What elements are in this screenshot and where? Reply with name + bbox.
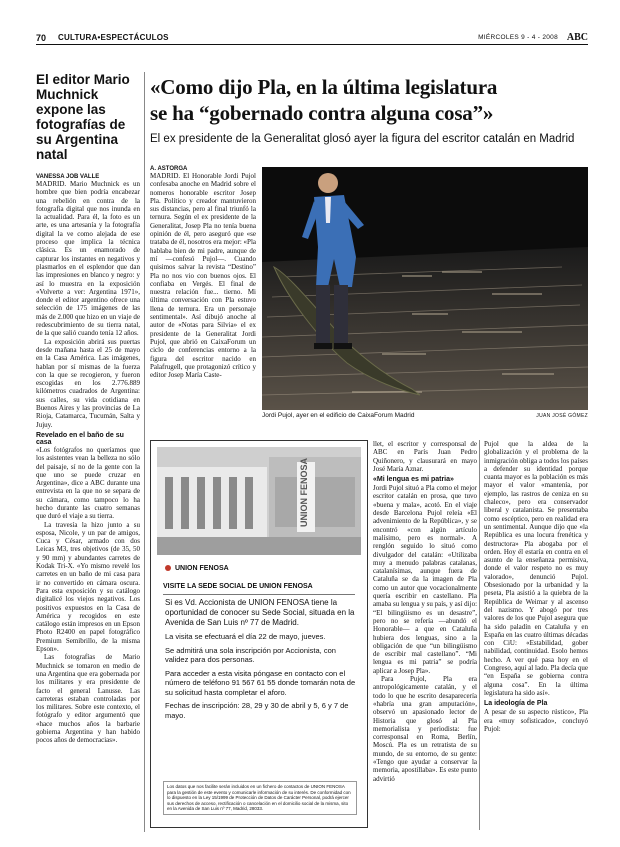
page-header bbox=[36, 33, 588, 45]
ad-paragraph: La visita se efectuará el día 22 de mayo, jueves. bbox=[165, 632, 326, 641]
main-headline bbox=[150, 74, 592, 126]
sidebar-byline: VANESSA JOB VALLE bbox=[36, 174, 100, 180]
article-subhead: «Mi lengua es mi patria» bbox=[373, 476, 454, 484]
sidebar-paragraph: La travesía la hizo junto a su esposa, Nicole, y un par de amigos, Cuca y César, armado con dos Leicas M3, tres objetivos (de 35, 50 y 90 mm) y abundantes carretes de Kodak Tri-X. «Yo mismo revelé los carretes en un baño de mi casa para ir no convertido en cámara oscura. Para esta exposición y su catálogo digitalicé los viejos negativos. Los positivos expuestos en la Casa de América y recogidos en este catálogo están impresos en un Epson Photo R2400 en papel fotográfico Premium Semibrillo, de la misma Epson». bbox=[36, 520, 140, 654]
sidebar-paragraph: Las fotografías de Mario Muchnick se tomaron en medio de una Argentina que era gobernada por los militares y era presidente de facto el general Lanusse. Las carreteras estaban controladas por los militares. Sobre este contexto, el fotógrafo y editor argumentó que «hace muchos años la barbarie gobierna Argentina y han habido pocos años de democracias». bbox=[36, 653, 140, 745]
headline-line: se ha “gobernado contra alguna cosa”» bbox=[150, 101, 494, 125]
article-text: Para Pujol, Pla era antropológicamente catalán, y el todo lo que he escrito desaparecería «habría una gran amputación», observó un apasionado lector de Historia que glosó al Pla memorialista y periodista: fue corresponsal en Roma, Berlín, Moscú. Pla es un retratista de su mundo, de su entorno, de su gente: «Tengo que ayudar a conservar la memoria, apostillaba». Es este punto advirtió bbox=[373, 675, 477, 783]
photo-caption bbox=[262, 412, 588, 422]
ad-body bbox=[165, 598, 357, 724]
sidebar-story bbox=[36, 72, 140, 745]
abc-logo: ABC bbox=[566, 32, 588, 43]
ad-legal-notice: Los datos que nos facilite serán incluidos en un fichero de contactos de UNION FENOSA para la gestión de este evento y comunicarle información de su interés. De conformidad con lo dispuesto en la Ley 15/1999 de Protección de Datos de Carácter Personal, podrá ejercer sus derechos de acceso, rectificación o cancelación en el domicilio social de la misma, sito en la Avenida de San Luis nº 77, Madrid, 28033. bbox=[163, 781, 357, 815]
article-text: Jordi Pujol situó a Pla como el mejor escritor catalán en prosa, que tuvo «buena y mala», acotó. En el viaje desde Barcelona Pujol releía «El advenimiento de la República», y se encontró «con algún artículo malísimo, pero es normal». A renglón seguido lo situó como divulgador del catalán: «Utilizaba muy a menudo palabras catalanas, catalanísimas, aunque fuera de Cataluña se da la imagen de Pla como un autor que vocacionalmente quería escribir en castellano. Pla amaba su lengua y su país, y así dijo: “El bilingüismo es un desastre”, pero no se refería —abundó el Honorable— a que en Cataluña hubiera dos lenguas, sino a la obligación de que “un bilingüismo de escribir mal castellano”. “Mi lengua es mi patria” se podría aplicar a Josep Pla». bbox=[373, 484, 478, 675]
article-text: A pesar de su aspecto rústico», Pla era «muy sofisticado», concluyó Pujol: bbox=[484, 708, 588, 733]
ad-paragraph: Fechas de inscripción: 28, 29 y 30 de abril y 5, 6 y 7 de mayo. bbox=[165, 701, 349, 720]
ad-building-illustration bbox=[157, 447, 361, 555]
photo-jordi-pujol bbox=[262, 167, 588, 410]
sidebar-headline: El editor Mario Muchnick expone las fotografías de su Argentina natal bbox=[36, 72, 130, 162]
sidebar-paragraph: «Los fotógrafos no queríamos que los asistentes vean la belleza no sólo del paisaje, sí no de la gente con la que uno se puede cruzar en Argentina», dice a ABC durante una entrevista en la que no se separa de su cámara, como tampoco lo ha hecho durante las cuatro semanas que duró el viaje a su tierra. bbox=[36, 445, 140, 521]
article-text: llet, el escritor y corresponsal de ABC en París Juan Pedro Quiñonero, y clausurará en mayo José María Aznar. bbox=[373, 440, 477, 473]
article-column-2 bbox=[373, 440, 477, 783]
ad-paragraph: Si es Vd. Accionista de UNION FENOSA tiene la oportunidad de conocer su Sede Social, situada en la Avenida de San Luis nº 77 de Madrid. bbox=[165, 598, 355, 627]
headline-line: «Como dijo Pla, en la última legislatura bbox=[150, 75, 498, 99]
ad-brand bbox=[165, 565, 229, 572]
ad-brand-name: UNION FENOSA bbox=[175, 565, 229, 572]
issue-date: MIÉRCOLES 9 - 4 - 2008 bbox=[478, 34, 558, 41]
sidebar-crosshead: Revelado en el baño de su casa bbox=[36, 431, 124, 446]
sidebar-paragraph: La exposición abrirá sus puertas desde mañana hasta el 25 de mayo en la Casa América. Las imágenes, hablan por sí mismas de la fuerza con la que se recogieron, y fueron escogidas en los 2.776.889 kilómetros cuadrados de Argentina: sus calles, su vida cotidiana en Buenos Aires y las provincias de La Rioja, Catamarca, Tucumán, Salta y Jujuy. bbox=[36, 337, 140, 429]
column-rule bbox=[144, 72, 145, 832]
union-fenosa-advert bbox=[150, 440, 368, 828]
column-rule bbox=[479, 440, 480, 830]
building-graphic bbox=[157, 447, 361, 555]
building-sign: UNION FENOSA bbox=[299, 457, 309, 527]
article-deck: El ex presidente de la Generalitat glosó ayer la figura del escritor catalán en Madrid bbox=[150, 133, 575, 145]
page-number: 70 bbox=[36, 33, 47, 43]
ad-visit-title: VISITE LA SEDE SOCIAL DE UNION FENOSA bbox=[163, 583, 355, 595]
article-column-3 bbox=[484, 440, 588, 733]
photo-credit: JUAN JOSÉ GÓMEZ bbox=[536, 413, 588, 419]
article-column-1 bbox=[150, 166, 256, 379]
article-subhead: La ideología de Pla bbox=[484, 700, 548, 708]
article-photo bbox=[262, 167, 588, 410]
ad-paragraph: Para acceder a esta visita póngase en contacto con el número de teléfono 91 567 61 55 donde tomarán nota de su solicitud hasta completar el aforo. bbox=[165, 668, 356, 697]
ad-paragraph: Se admitirá una sola inscripción por Accionista, con validez para dos personas. bbox=[165, 645, 336, 664]
caption-text: Jordi Pujol, ayer en el edificio de CaixaForum Madrid bbox=[262, 412, 415, 419]
sidebar-paragraph: MADRID. Mario Muchnick es un hombre que bien podría encabezar una rebelión en contra de la fotografía digital que nos inunda en la actualidad. Para él, la foto es un arte, es una artesanía y la fotografía digital la ve como alejada de ese proceso que implica la técnica clásica. Es un enamorado de capturar los instantes en negativos y plasmarlos en el esplendor que dan las impresiones en blanco y negro: y así lo muestra en la exposición «Volverte a ver: Argentina 1971», donde el editor argentino ofrece una selección de 175 imágenes de las más de 2.000 que hizo en un viaje de redescubrimiento de su tierra natal, de la que salió cuando tenía 12 años. bbox=[36, 180, 140, 338]
fenosa-logo-icon bbox=[165, 565, 171, 571]
article-text: MADRID. El Honorable Jordi Pujol confesaba anoche en Madrid sobre el nomeros honorable escritor Josep Pla. Político y creador mantuvieron sus distancias, pero al final triunfó la ternura. Según el ex presidente de la Generalitat, Josep Pla no tenía buena opinión de él, pero aseguró que «se trataba de él, nosotros era mejor: «Pla hablaba bien de mi padre, aunque de mí —confesó Pujol—. Cuando quisimos salvar la revista “Destino” Pla no nos vio con buenos ojos. El confiaba en Vergés. El final de nuestra relación fue... tierno. Mi última conversación con Pla estuvo llena de ternura. Era un personaje sentimental». Así dibujó anoche al autor de «Notas para Silvia» el ex presidente de la Generalitat Jordi Pujol, que abrió en CaixaForum un ciclo de conferencias entorno a la figura del escritor nacido en Palafrugell, que protagonizó crítico y editor Josep María Caste- bbox=[150, 172, 256, 380]
article-text: Pujol que la aldea de la globalización y el problema de la inmigración obliga a todos los países a defender su identidad porque cuanta mayor es la población es más mayor el valor «mantenía, por ejemplo, las rastros de ceniza en su chaleco», pero era conservador liberal y catalanista. Se presentaba como escéptico, pero en realidad era un sentimental. Aunque dijo que «la República es una locura frenética y destructora» Pla abogaba por el orden. Hoy él estaría en contra en el asunto de la enseñanza permisiva, donde el valor respeto no es muy valorado», denunció Pujol. Obsesionado por la urbanidad y la peseta, Pla asistió a la quiebra de la República de Weimar y al ascenso del nazismo. Y abogó por tres valores de los que Pujol asegura que ha sido paladín en Cataluña y en España en las cuatro últimas décadas con CiU: «Estabilidad, gober nabilidad, continuidad. Esolo hemos hecho. A ver qué pasa hoy en el Congreso, aquí al lado. Pla decía que “en España se gobierna contra alguna cosa”. En la última legislatura ha sido así». bbox=[484, 440, 588, 697]
article-byline: A. ASTORGA bbox=[150, 166, 188, 172]
section-title: CULTURA•ESPECTÁCULOS bbox=[58, 33, 169, 42]
